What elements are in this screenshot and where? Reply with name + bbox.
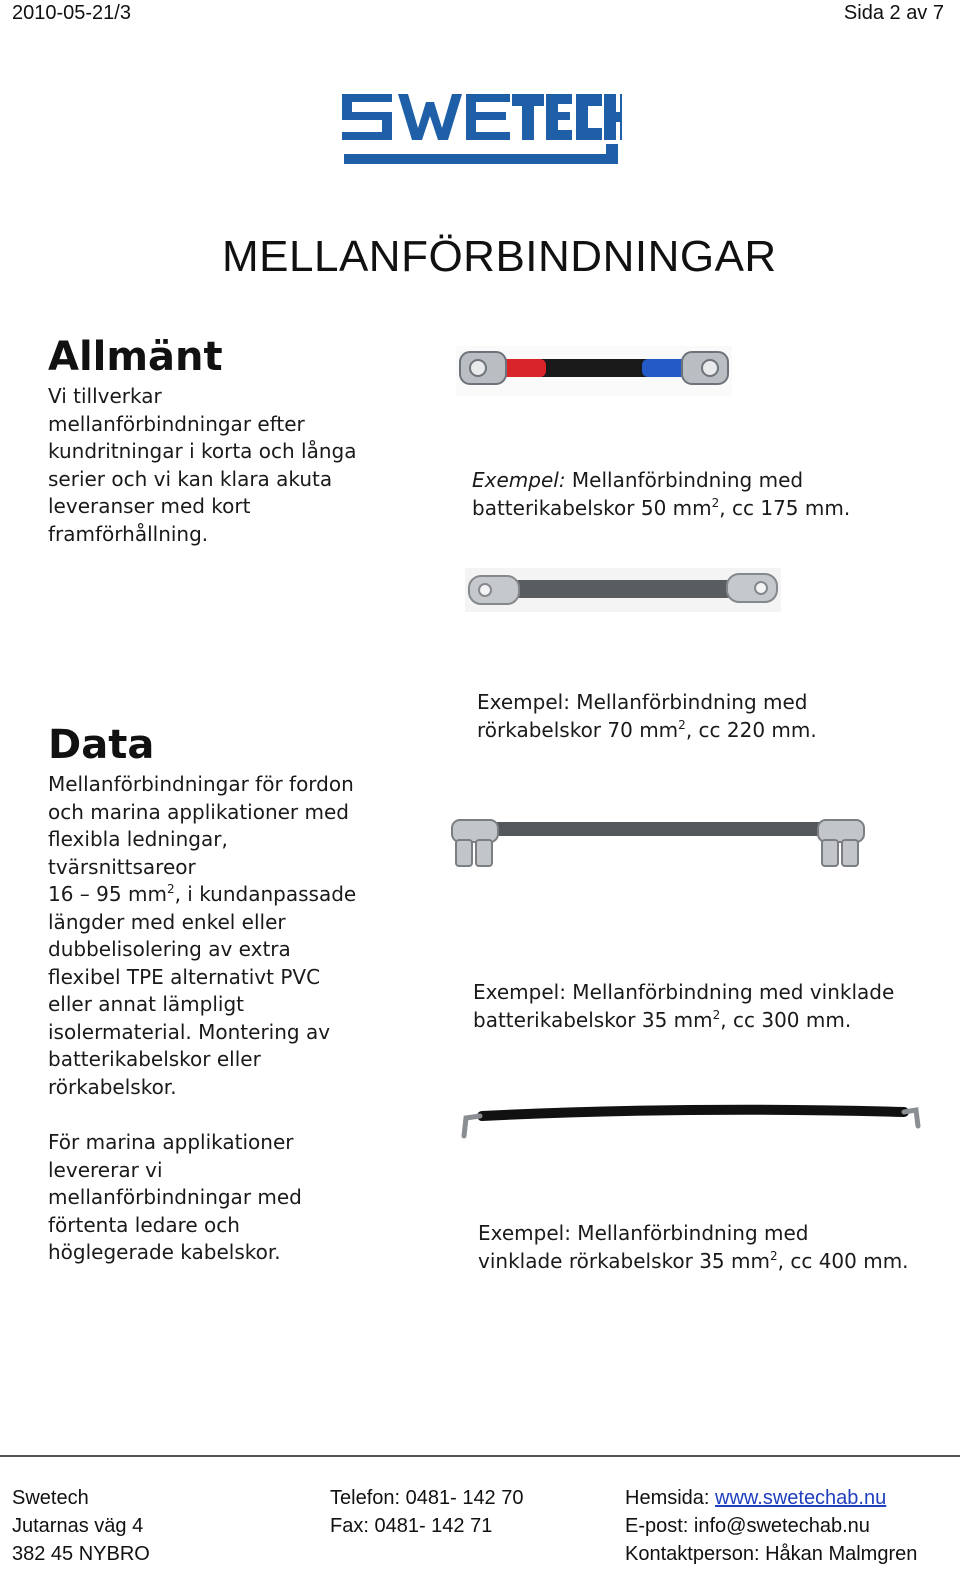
phone-number: Telefon: 0481- 142 70 bbox=[330, 1487, 524, 1509]
data-line: batterikabelskor eller bbox=[48, 1047, 261, 1071]
footer-address bbox=[12, 1484, 150, 1568]
data-line: flexibla ledningar, bbox=[48, 827, 228, 851]
data-line: isolermaterial. Montering av bbox=[48, 1019, 331, 1044]
example-text: , cc 220 mm. bbox=[685, 717, 817, 742]
document-ref: 2010-05-21/3 bbox=[12, 2, 131, 24]
example-text: Mellanförbindning med bbox=[569, 690, 808, 714]
superscript: 2 bbox=[712, 1007, 721, 1022]
marine-line: För marina applikationer bbox=[48, 1130, 294, 1154]
example-label: Exempel: bbox=[472, 468, 566, 492]
data-line: flexibel TPE alternativt PVC bbox=[48, 964, 321, 989]
company-name: Swetech bbox=[12, 1487, 89, 1509]
city-address: 382 45 NYBRO bbox=[12, 1543, 150, 1565]
website-link[interactable]: www.swetechab.nu bbox=[715, 1487, 887, 1509]
example-text: , cc 300 mm. bbox=[720, 1007, 852, 1032]
superscript: 2 bbox=[678, 717, 686, 732]
example-text: Mellanförbindning med bbox=[570, 1221, 809, 1245]
footer-contact bbox=[625, 1484, 917, 1568]
example-text: , cc 400 mm. bbox=[777, 1248, 909, 1273]
data-line: eller annat lämpligt bbox=[48, 992, 245, 1016]
street-address: Jutarnas väg 4 bbox=[12, 1515, 144, 1537]
example-caption-2 bbox=[477, 689, 937, 744]
cable-image-tube-70 bbox=[446, 814, 868, 872]
example-caption-3 bbox=[473, 979, 943, 1034]
page-title: MELLANFÖRBINDNINGAR bbox=[222, 232, 777, 281]
example-caption-1 bbox=[472, 467, 932, 522]
data-line: dubbelisolering av extra bbox=[48, 937, 291, 961]
data-heading: Data bbox=[48, 722, 155, 768]
example-text: batterikabelskor 50 mm bbox=[472, 495, 712, 520]
footer-phone bbox=[330, 1484, 524, 1540]
cable-image-battery-50 bbox=[456, 346, 732, 396]
cable-image-ring-lugs bbox=[465, 568, 781, 612]
example-text: rörkabelskor 70 mm bbox=[477, 717, 679, 742]
example-label: Exempel: bbox=[477, 690, 570, 714]
website-label: Hemsida: bbox=[625, 1487, 716, 1509]
email-address: E-post: info@swetechab.nu bbox=[625, 1515, 870, 1537]
allmant-heading: Allmänt bbox=[48, 334, 223, 380]
marine-text bbox=[48, 1129, 418, 1267]
data-line: 16 – 95 mm bbox=[48, 882, 167, 906]
data-line: längder med enkel eller bbox=[48, 909, 286, 934]
marine-line: höglegerade kabelskor. bbox=[48, 1240, 281, 1264]
allmant-line: framförhållning. bbox=[48, 521, 209, 546]
allmant-line: serier och vi kan klara akuta bbox=[48, 466, 333, 491]
example-text: Mellanförbindning med bbox=[565, 468, 804, 492]
fax-number: Fax: 0481- 142 71 bbox=[330, 1515, 493, 1537]
allmant-line: leveranser med kort bbox=[48, 494, 251, 518]
swetech-logo bbox=[340, 88, 622, 168]
marine-line: förtenta ledare och bbox=[48, 1212, 240, 1237]
example-text: Mellanförbindning med vinklade bbox=[565, 980, 895, 1004]
data-line: rörkabelskor. bbox=[48, 1074, 177, 1099]
allmant-line: kundritningar i korta och långa bbox=[48, 439, 357, 463]
marine-line: mellanförbindningar med bbox=[48, 1185, 302, 1209]
data-line: tvärsnittsareor bbox=[48, 854, 196, 879]
contact-person: Kontaktperson: Håkan Malmgren bbox=[625, 1543, 918, 1565]
data-line: och marina applikationer med bbox=[48, 799, 349, 824]
allmant-text bbox=[48, 383, 408, 548]
allmant-line: Vi tillverkar bbox=[48, 384, 162, 408]
example-label: Exempel: bbox=[473, 980, 566, 1004]
example-text: batterikabelskor 35 mm bbox=[473, 1007, 713, 1032]
example-text: vinklade rörkabelskor 35 mm bbox=[478, 1248, 770, 1273]
allmant-line: mellanförbindningar efter bbox=[48, 411, 305, 436]
data-line: Mellanförbindningar för fordon bbox=[48, 772, 354, 796]
example-label: Exempel: bbox=[478, 1221, 571, 1245]
superscript: 2 bbox=[166, 882, 175, 896]
superscript: 2 bbox=[711, 495, 720, 510]
marine-line: levererar vi bbox=[48, 1157, 163, 1182]
superscript: 2 bbox=[769, 1248, 778, 1263]
data-text bbox=[48, 771, 418, 1101]
footer-divider bbox=[0, 1455, 960, 1457]
data-line: , i kundanpassade bbox=[174, 882, 357, 906]
page-number: Sida 2 av 7 bbox=[843, 2, 944, 24]
cable-image-angled-35 bbox=[458, 1096, 924, 1142]
example-caption-4 bbox=[478, 1220, 948, 1275]
example-text: , cc 175 mm. bbox=[719, 495, 851, 520]
